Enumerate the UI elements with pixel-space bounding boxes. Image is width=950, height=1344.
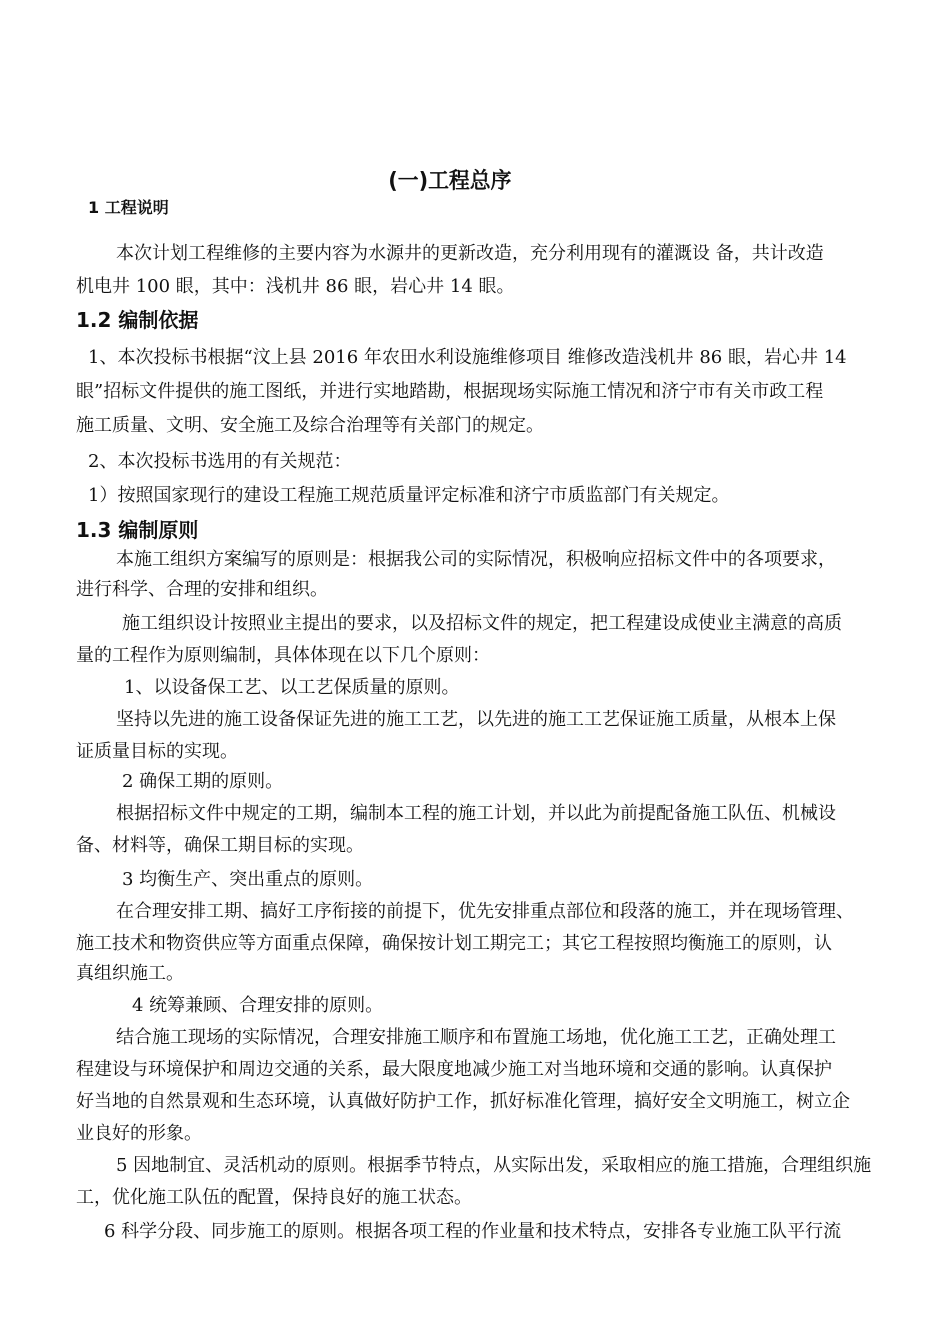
paragraph-line: 工，优化施工队伍的配置，保持良好的施工状态。 xyxy=(76,1187,472,1208)
section-heading-1-2: 1.2 编制依据 xyxy=(76,308,199,332)
paragraph-line: 结合施工现场的实际情况，合理安排施工顺序和布置施工场地，优化施工工艺，正确处理工 xyxy=(116,1027,836,1048)
paragraph-line: 进行科学、合理的安排和组织。 xyxy=(76,579,328,600)
list-item: 3 均衡生产、突出重点的原则。 xyxy=(122,869,374,890)
section-heading-1: 1 工程说明 xyxy=(88,198,169,217)
list-item: 4 统筹兼顾、合理安排的原则。 xyxy=(132,995,384,1016)
paragraph-line: 备、材料等，确保工期目标的实现。 xyxy=(76,835,364,856)
paragraph-line: 坚持以先进的施工设备保证先进的施工工艺，以先进的施工工艺保证施工质量，从根本上保 xyxy=(116,709,836,730)
list-item: 1、以设备保工艺、以工艺保质量的原则。 xyxy=(124,677,460,698)
paragraph-line: 机电井 100 眼，其中：浅机井 86 眼，岩心井 14 眼。 xyxy=(76,276,515,297)
paragraph-line: 量的工程作为原则编制，具体体现在以下几个原则： xyxy=(76,645,490,666)
paragraph-line: 2、本次投标书选用的有关规范： xyxy=(88,451,352,472)
paragraph-line: 本次计划工程维修的主要内容为水源井的更新改造，充分利用现有的灌溉设 备，共计改造 xyxy=(116,243,824,264)
paragraph-line: 1、本次投标书根据“汶上县 2016 年农田水利设施维修项目 维修改造浅机井 86 眼，岩心井 14 xyxy=(88,347,847,368)
paragraph-line: 1）按照国家现行的建设工程施工规范质量评定标准和济宁市质监部门有关规定。 xyxy=(88,485,730,506)
paragraph-line: 业良好的形象。 xyxy=(76,1123,202,1144)
list-item: 2 确保工期的原则。 xyxy=(122,771,284,792)
paragraph-line: 真组织施工。 xyxy=(76,963,184,984)
paragraph-line: 证质量目标的实现。 xyxy=(76,741,238,762)
paragraph-line: 5 因地制宜、灵活机动的原则。根据季节特点，从实际出发，采取相应的施工措施，合理组织施 xyxy=(116,1155,872,1176)
paragraph-line: 施工技术和物资供应等方面重点保障，确保按计划工期完工；其它工程按照均衡施工的原则，认 xyxy=(76,933,832,954)
paragraph-line: 在合理安排工期、搞好工序衔接的前提下，优先安排重点部位和段落的施工，并在现场管理、 xyxy=(116,901,854,922)
paragraph-line: 程建设与环境保护和周边交通的关系，最大限度地减少施工对当地环境和交通的影响。认真保护 xyxy=(76,1059,832,1080)
paragraph-line: 施工质量、文明、安全施工及综合治理等有关部门的规定。 xyxy=(76,415,544,436)
document-title: (一)工程总序 xyxy=(388,169,512,194)
paragraph-line: 本施工组织方案编写的原则是：根据我公司的实际情况，积极响应招标文件中的各项要求， xyxy=(116,549,836,570)
paragraph-line: 6 科学分段、同步施工的原则。根据各项工程的作业量和技术特点，安排各专业施工队平行流 xyxy=(104,1221,842,1242)
section-heading-1-3: 1.3 编制原则 xyxy=(76,518,199,542)
paragraph-line: 眼”招标文件提供的施工图纸，并进行实地踏勘，根据现场实际施工情况和济宁市有关市政工程 xyxy=(76,381,824,402)
paragraph-line: 根据招标文件中规定的工期，编制本工程的施工计划，并以此为前提配备施工队伍、机械设 xyxy=(116,803,836,824)
paragraph-line: 施工组织设计按照业主提出的要求，以及招标文件的规定，把工程建设成使业主满意的高质 xyxy=(122,613,842,634)
paragraph-line: 好当地的自然景观和生态环境，认真做好防护工作，抓好标准化管理，搞好安全文明施工，树立企 xyxy=(76,1091,850,1112)
